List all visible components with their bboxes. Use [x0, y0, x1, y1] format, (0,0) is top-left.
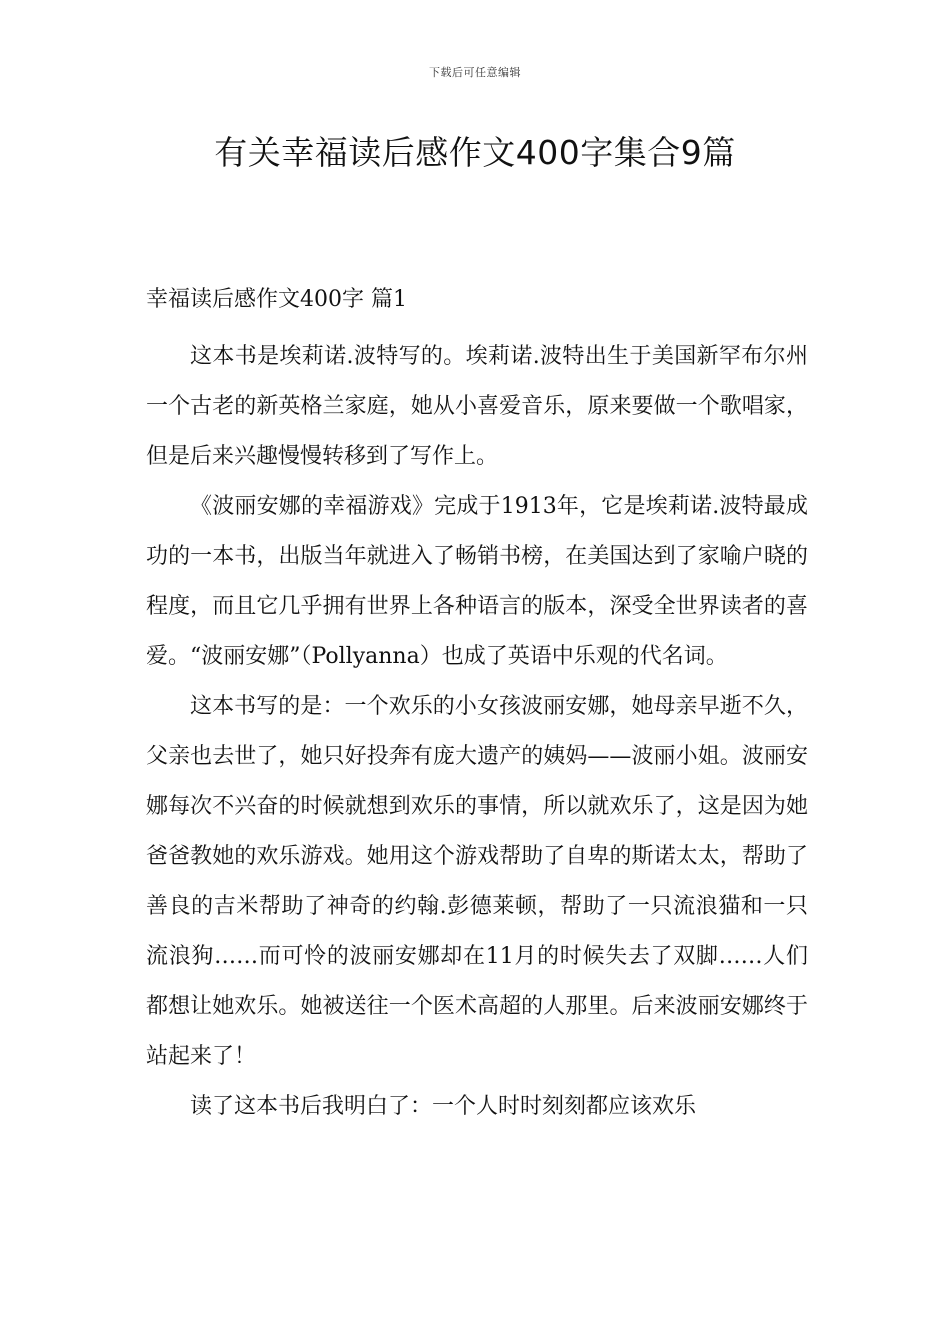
paragraph-2: 《波丽安娜的幸福游戏》完成于1913年，它是埃莉诺.波特最成功的一本书，出版当年就进入了畅销书榜，在美国达到了家喻户晓的程度，而且它几乎拥有世界上各种语言的版本，深受全世界读者的喜爱。“波丽安娜”（Pollyanna）也成了英语中乐观的代名词。 — [146, 494, 808, 669]
section-heading: 幸福读后感作文400字 篇1 — [146, 287, 407, 312]
paragraph-3: 这本书写的是：一个欢乐的小女孩波丽安娜，她母亲早逝不久，父亲也去世了，她只好投奔有庞大遗产的姨妈——波丽小姐。波丽安娜每次不兴奋的时候就想到欢乐的事情，所以就欢乐了，这是因为她爸爸教她的欢乐游戏。她用这个游戏帮助了自卑的斯诺太太，帮助了善良的吉米帮助了神奇的约翰.彭德莱顿，帮助了一只流浪猫和一只流浪狗……而可怜的波丽安娜却在11月的时候失去了双脚……人们都想让她欢乐。她被送往一个医术高超的人那里。后来波丽安娜终于站起来了！ — [146, 694, 808, 1069]
header-note: 下载后可任意编辑 — [429, 66, 521, 79]
document-body — [146, 282, 808, 1132]
paragraph-4: 读了这本书后我明白了：一个人时时刻刻都应该欢乐 — [190, 1094, 697, 1119]
document-title: 有关幸福读后感作文400字集合9篇 — [214, 133, 736, 172]
paragraph-1: 这本书是埃莉诺.波特写的。埃莉诺.波特出生于美国新罕布尔州一个古老的新英格兰家庭，她从小喜爱音乐，原来要做一个歌唱家，但是后来兴趣慢慢转移到了写作上。 — [146, 344, 808, 469]
